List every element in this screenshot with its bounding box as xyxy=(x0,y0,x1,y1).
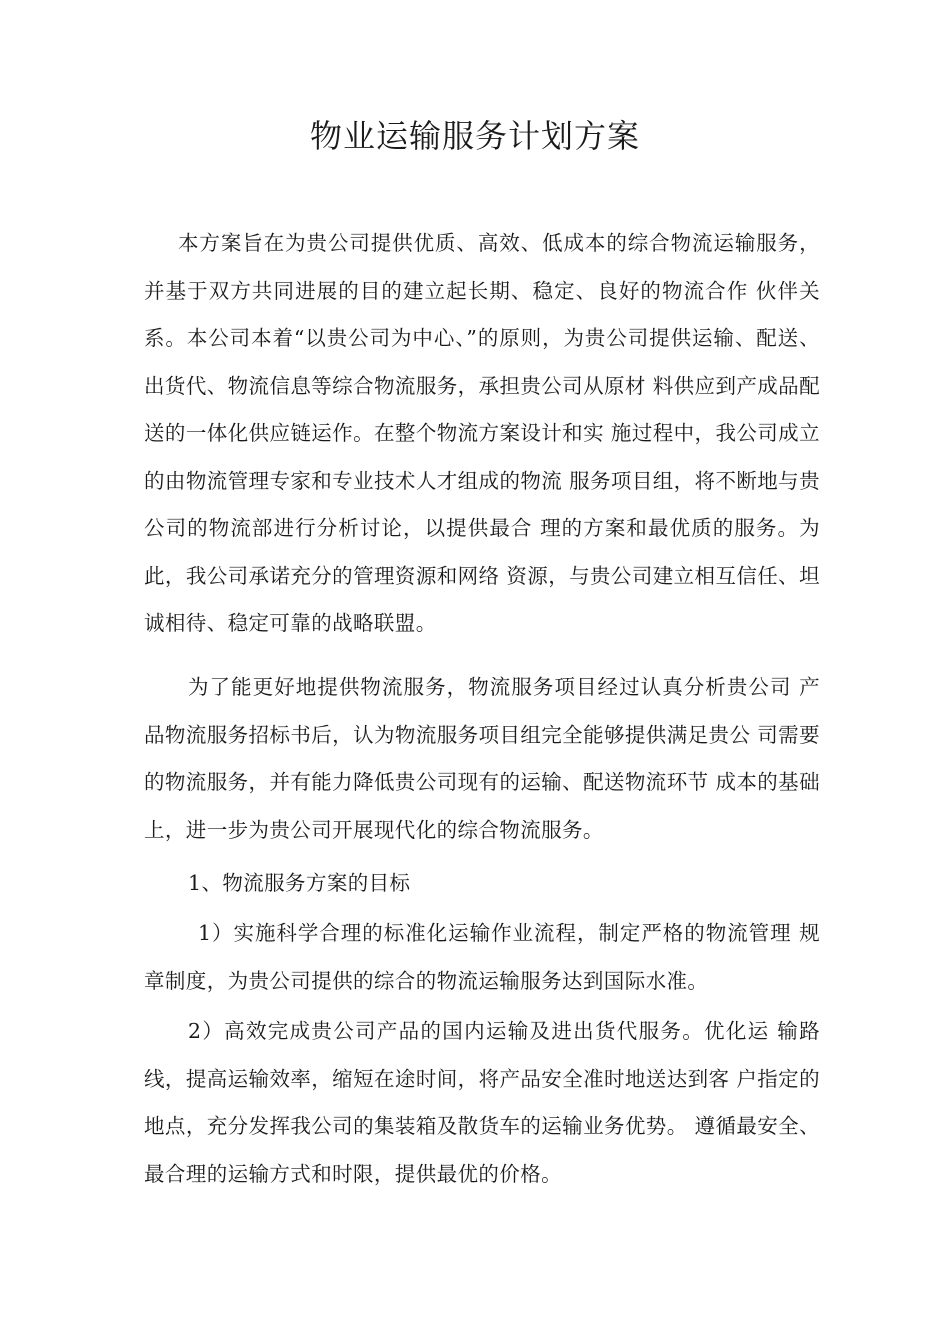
section-heading-objectives: 1、物流服务方案的目标 xyxy=(188,871,411,895)
paragraph-objective-1: 1）实施科学合理的标准化运输作业流程，制定严格的物流管理 规章制度，为贵公司提供的综合的物流运输服务达到国际水准。 xyxy=(144,921,820,993)
document-title: 物业运输服务计划方案 xyxy=(309,117,640,155)
paragraph-intro: 本方案旨在为贵公司提供优质、高效、低成本的综合物流运输服务，并基于双方共同进展的目的建立起长期、稳定、良好的物流合作 伙伴关系。本公司本着“以贵公司为中心、”的原则，为贵公司提供运输、配送、出货代、物流信息等综合物流服务，承担贵公司从原材 料供应到产成品配送的一体化供应链运作。在整个物流方案设计和实 施过程中，我公司成立的由物流管理专家和专业技术人才组成的物流 服务项目组，将不断地与贵公司的物流部进行分析讨论，以提供最合 理的方案和最优质的服务。为此，我公司承诺充分的管理资源和网络 资源，与贵公司建立相互信任、坦诚相待、稳定可靠的战略联盟。 xyxy=(144,231,820,635)
paragraph-objective-2: 2）高效完成贵公司产品的国内运输及进出货代服务。优化运 输路线，提高运输效率，缩短在途时间，将产品安全准时地送达到客 户指定的地点，充分发挥我公司的集装箱及散货车的运输业务优势。 遵循最安全、最合理的运输方式和时限，提供最优的价格。 xyxy=(144,1019,820,1186)
paragraph-service-analysis: 为了能更好地提供物流服务，物流服务项目经过认真分析贵公司 产品物流服务招标书后，认为物流服务项目组完全能够提供满足贵公 司需要的物流服务，并有能力降低贵公司现有的运输、配送物流环节 成本的基础上，进一步为贵公司开展现代化的综合物流服务。 xyxy=(144,675,820,842)
